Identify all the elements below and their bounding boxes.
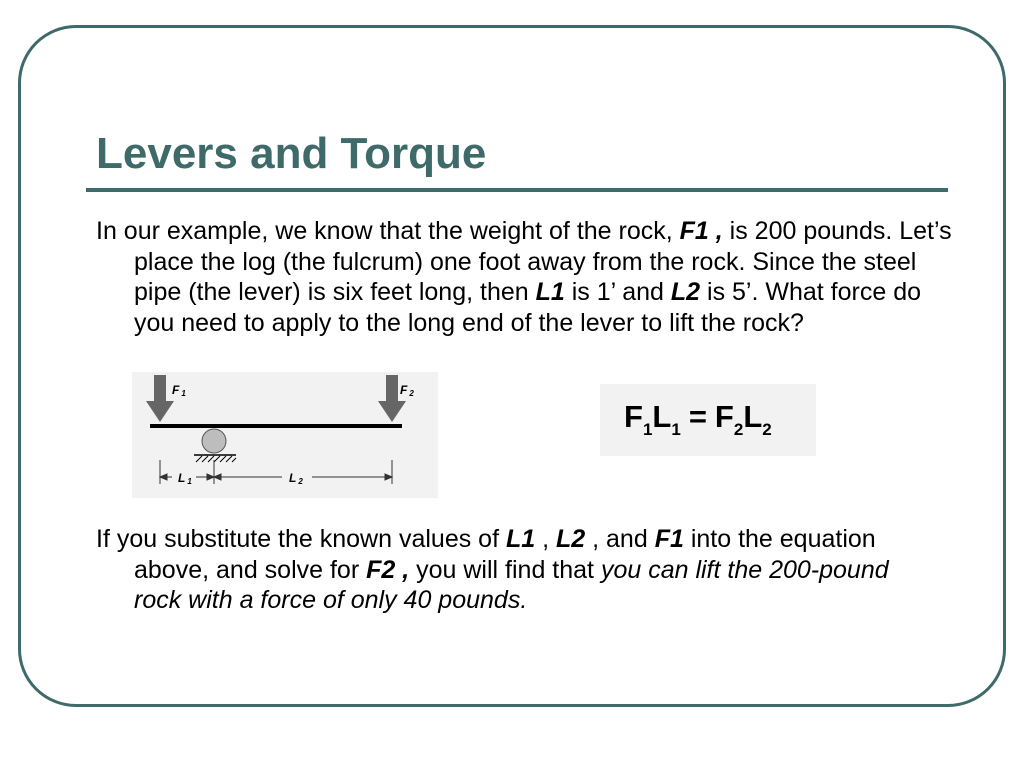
para2-text-1: If you substitute the known values of bbox=[96, 525, 506, 553]
slide-title: Levers and Torque bbox=[96, 129, 487, 178]
paragraph-intro bbox=[96, 216, 964, 338]
var-l1: L1 bbox=[535, 278, 565, 306]
var-f1: F1 , bbox=[679, 217, 723, 245]
var-l2: L2 bbox=[670, 278, 701, 306]
label-f2: F 2 bbox=[400, 383, 414, 398]
para2-text-4: into the equation above, and solve for bbox=[134, 525, 876, 584]
lever-diagram bbox=[132, 372, 438, 498]
title-underline bbox=[86, 188, 948, 192]
para1-text-4: is 5’. What force do you need to apply to the long end of the lever to lift the rock? bbox=[134, 278, 922, 337]
label-f1: F 1 bbox=[172, 383, 186, 398]
conclusion-text: you can lift the 200-pound rock with a force of only 40 pounds. bbox=[134, 555, 889, 614]
label-l2: L 2 bbox=[289, 471, 303, 486]
var-f1: F1 bbox=[654, 525, 684, 553]
lever-equation bbox=[600, 384, 816, 456]
para1-text-1: In our example, we know that the weight of the rock, bbox=[96, 217, 680, 245]
var-l2: L2 bbox=[556, 525, 586, 553]
equation-text: $F_1L_1 = F_2L_2$ bbox=[624, 399, 772, 439]
paragraph-conclusion bbox=[96, 524, 934, 616]
lever-beam bbox=[150, 424, 402, 428]
var-l1: L1 bbox=[505, 525, 536, 553]
para2-text-5: you will find that bbox=[409, 555, 601, 584]
para2-text-2: , bbox=[535, 525, 556, 553]
para2-text-3: , and bbox=[585, 525, 655, 553]
para1-text-2: is 200 pounds. Let’s place the log (the fulcrum) one foot away from the rock. Since the steel pipe (the lever) is six feet long, then bbox=[134, 217, 952, 306]
var-f2: F2 , bbox=[366, 555, 410, 584]
label-l1: L 1 bbox=[178, 471, 192, 486]
fulcrum-log bbox=[202, 429, 226, 453]
para1-text-3: is 1’ and bbox=[564, 278, 671, 306]
